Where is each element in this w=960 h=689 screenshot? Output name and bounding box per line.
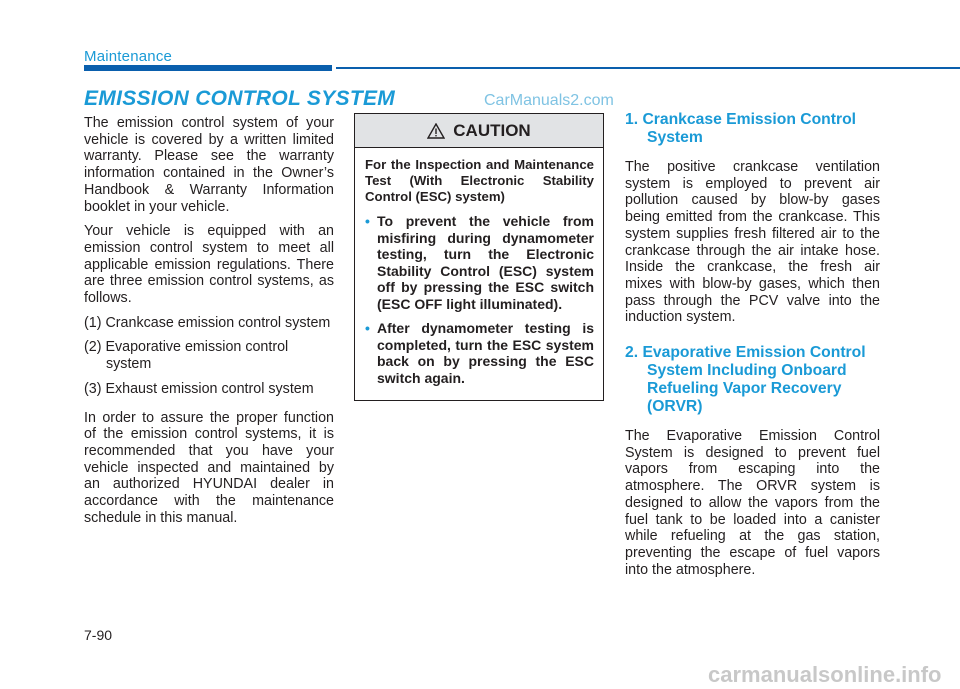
caution-box bbox=[354, 113, 604, 401]
caution-item: • After dynamometer testing is completed, turn the ESC system back on by pressing the ESC switch again. bbox=[365, 320, 594, 386]
caution-body bbox=[355, 148, 603, 386]
caution-intro: For the Inspection and Maintenance Test (With Electronic Stability Control (ESC) system) bbox=[365, 157, 594, 204]
crankcase-paragraph: The positive crankcase ventilation system is employed to prevent air pollution caused by blow-by gases being emitted from the crankcase. This system supplies fresh filtered air to the crankcase through the air intake hose. Inside the crankcase, the fresh air mixes with blow-by gases, which then pass through the PCV valve into the induction system. bbox=[625, 159, 880, 326]
crankcase-heading: 1. Crankcase Emission Control System bbox=[625, 111, 857, 146]
bullet-icon: • bbox=[365, 320, 370, 336]
left-column bbox=[84, 115, 334, 534]
bullet-icon: • bbox=[365, 213, 370, 229]
systems-list bbox=[84, 315, 334, 398]
evaporative-heading: 2. Evaporative Emission Control System Including Onboard Refueling Vapor Recovery (ORVR) bbox=[625, 344, 866, 416]
watermark-bottom: carmanualsonline.info bbox=[708, 662, 942, 687]
right-column bbox=[625, 111, 880, 596]
caution-item: • To prevent the vehicle from misfiring during dynamometer testing, turn the Electronic Stability Control (ESC) system off by pressing the ESC switch (ESC OFF light illuminated). bbox=[365, 213, 594, 312]
systems-paragraph: Your vehicle is equipped with an emission control system to meet all applicable emission regulations. There are three emission control systems, as follows. bbox=[84, 223, 334, 307]
maintenance-paragraph: In order to assure the proper function of the emission control systems, it is recommended that you have your vehicle inspected and maintained by an authorized HYUNDAI dealer in accordance with the maintenance schedule in this manual. bbox=[84, 409, 334, 526]
caution-heading: CAUTION bbox=[453, 120, 531, 140]
caution-header bbox=[355, 114, 603, 148]
page-number: 7-90 bbox=[84, 627, 113, 643]
intro-paragraph: The emission control system of your vehicle is covered by a written limited warranty. Please see the warranty information contained in the Owner’s Handbook & Warranty Information booklet in your vehicle. bbox=[84, 115, 334, 215]
list-item: (2) Evaporative emission control system bbox=[84, 339, 289, 373]
list-item: (3) Exhaust emission control system bbox=[84, 380, 314, 397]
watermark-top: CarManuals2.com bbox=[484, 92, 614, 109]
warning-triangle-icon bbox=[427, 123, 445, 139]
list-item: (1) Crankcase emission control system bbox=[84, 314, 331, 331]
header-rule-thin bbox=[336, 67, 960, 69]
section-label: Maintenance bbox=[84, 48, 173, 65]
evaporative-paragraph: The Evaporative Emission Control System is designed to prevent fuel vapors from escaping into the atmosphere. The ORVR system is designed to allow the vapors from the fuel tank to be loaded into a canister while refueling at the gas station, preventing the escape of fuel vapors into the atmosphere. bbox=[625, 428, 880, 578]
caution-list bbox=[365, 213, 594, 386]
header-rule-thick bbox=[84, 65, 332, 71]
page-title: EMISSION CONTROL SYSTEM bbox=[84, 87, 396, 110]
